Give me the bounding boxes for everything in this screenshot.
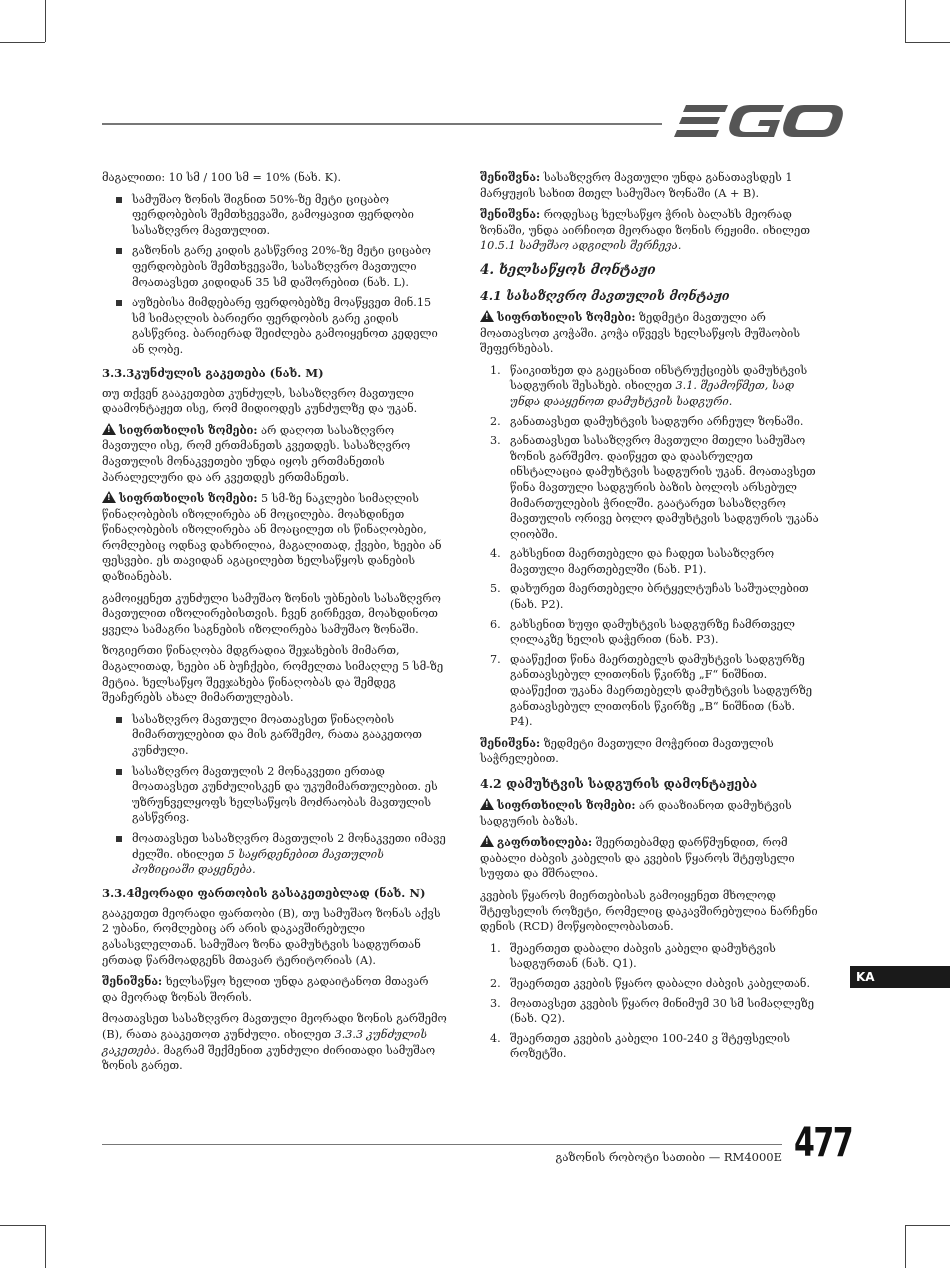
paragraph: მოათავსეთ სასაზღვრო მავთული მეორადი ზონის გარშემო (B), რათა გააკეთოთ კუნძული. იხილეთ 3.3.3 კუნძულის გაკეთება. მაგრამ შექმენით კუნძული ძირითადი სამუშაო ზონის გარეთ. — [102, 1012, 447, 1073]
list-item: 3. მოათავსეთ კვების წყარო მინიმუმ 30 სმ სიმაღლეზე (ნახ. Q2). — [490, 996, 814, 1026]
list-item: 1. წაიკითხეთ და გაეცანით ინსტრუქციებს დამუხტვის სადგურის შესახებ. იხილეთ 3.1. შეამოწმეთ, სად უნდა დააყენოთ დამუხტვის სადგური. — [490, 363, 808, 408]
crop-mark — [905, 1225, 950, 1226]
crop-mark — [905, 1225, 906, 1268]
intro-text: მაგალითი: 10 სმ / 100 სმ = 10% (ნახ. K). — [102, 171, 342, 184]
crop-mark — [905, 42, 950, 43]
list-item: სასაზღვრო მავთული მოათავსეთ წინაღობის მიმართულებით და მის გარშემო, რათა გააკეთოთ კუნძული. — [102, 712, 447, 759]
warning-paragraph: !სიფრთხილის ზომები: 5 სმ-ზე ნაკლები სიმაღლის წინაღობების იზოლირება ან მოცილება. მოახდინეთ წინაღობების იზოლირება ან მოაცილეთ ის წინაღობები, რომლებიც ოდნავ დახრილია, მაგალითად, ქვები, ხეები ან ფესვები. ეს თავიდან აგაცილებთ ხელსაწყოს დანების დაზიანებას. — [102, 491, 447, 585]
crop-mark — [0, 1225, 45, 1226]
paragraph: თუ თქვენ გააკეთებთ კუნძულს, სასაზღვრო მავთული დაამონტაჟეთ ისე, რომ მიდიოდეს კუნძულზე და უკან. — [102, 386, 418, 416]
power-steps — [480, 941, 820, 1062]
caution-paragraph: !გაფრთხილება: შეერთებამდე დარწმუნდით, რომ დაბალი ძაბვის კაბელის და კვების წყაროს შტეფსელი სუფთა და მშრალია. — [480, 835, 820, 882]
section-heading-4-1: 4.1 სასაზღვრო მავთულის მონტაჟი — [480, 287, 730, 303]
list-item: 7. დააწექით წინა მაერთებელს დამუხტვის სადგურზე განთავსებულ ლითონის წკირზე „F“ ნიშნით. დააწექით უკანა მაერთებელს დამუხტვის სადგურზე განთავსებულ ლითონის წკირზე „B“ ნიშნით (ნახ. P4). — [490, 652, 813, 729]
list-item: მოათავსეთ სასაზღვრო მავთულის 2 მონაკვეთი იმავე ძელში. იხილეთ 5 საყრდენებით მავთულის პოზიციაში დაყენება. — [102, 831, 447, 878]
left-column — [102, 170, 447, 1080]
list-item: 2. განათავსეთ დამუხტვის სადგური არჩეულ ზონაში. — [490, 414, 804, 428]
note-paragraph: შენიშვნა: ზედმეტი მავთული მოჭერით მავთულის საჭრელებით. — [480, 735, 774, 766]
footer-rule — [102, 1144, 782, 1145]
paragraph: გამოიყენეთ კუნძული სამუშაო ზონის უბნების სასაზღვრო მავთულით იზოლირებისთვის. ჩვენ გირჩევთ, მოახდინოთ ყველა სამაგრი საგნების იზოლირება სამუშაო ზონაში. — [102, 591, 441, 636]
section-heading-4-2: 4.2 დამუხტვის სადგურის დამონტაჟება — [480, 776, 758, 791]
list-item: სამუშაო ზონის შიგნით 50%-ზე მეტი ციცაბო ფერდობების შემთხვევაში, გამოყავით ფერდობი სასაზღვრო მავთულით. — [102, 192, 447, 239]
list-item: 2. შეაერთეთ კვების წყარო დაბალი ძაბვის კაბელთან. — [490, 976, 811, 990]
warning-icon — [102, 491, 116, 503]
list-item: სასაზღვრო მავთულის 2 მონაკვეთი ერთად მოათავსეთ კუნძულისკენ და უკუმიმართულებით. ეს უზრუნველყოფს ხელსაწყოს მოძრაობას მავთულის გასწვრივ. — [102, 764, 447, 826]
header-rule — [102, 123, 662, 125]
list-item: გაზონის გარე კიდის გასწვრივ 20%-ზე მეტი ციცაბო ფერდობების შემთხვევაში, სასაზღვრო მავთული მოათავსეთ კიდიდან 35 სმ დაშორებით (ნახ. L). — [102, 243, 447, 290]
note-paragraph: შენიშვნა: სასაზღვრო მავთული უნდა განათავსდეს 1 მარყუჟის სახით მთელ სამუშაო ზონაში (A + B). — [480, 170, 793, 200]
warning-paragraph: !სიფრთხილის ზომები: არ დააზიანოთ დამუხტვის სადგურის ბაზას. — [480, 798, 820, 829]
note-paragraph: შენიშვნა: ხელსაწყო ხელით უნდა გადაიტანოთ მთავარ და მეორად ზონას შორის. — [102, 974, 429, 1004]
section-heading-4: 4. ხელსაწყოს მონტაჟი — [480, 261, 656, 278]
paragraph: გააკეთეთ მეორადი ფართობი (B), თუ სამუშაო ზონას აქვს 2 უბანი, რომლებიც არ არის დაკავშირებული გასასვლელთან. სამუშაო ზონა დამუხტვის სადგურთან ერთად წარმოადგენს მთავარ ტერიტორიას (A). — [102, 906, 441, 967]
list-item: 6. გახსენით ხუფი დამუხტვის სადგურზე ჩამრთველ ღილაკზე ხელის დაჭერით (ნახ. P3). — [490, 617, 795, 647]
warning-icon — [480, 310, 494, 322]
paragraph: ზოგიერთი წინაღობა მდგრადია შეჯახების მიმართ, მაგალითად, ხეები ან ბუჩქები, რომელთა სიმაღლე 5 სმ-ზე მეტია. ხელსაწყო შეეჯახება წინაღობას და შემდეგ შეაჩერებს ახალ მიმართულებას. — [102, 644, 444, 705]
warning-paragraph: !სიფრთხილის ზომები: არ დაღოთ სასაზღვრო მავთული ისე, რომ ერთმანეთს კვეთდეს. სასაზღვრო მავთულის მონაკვეთები უნდა იყოს ერთმანეთის პარალელური და არ კვეთდეს ერთმანეთს. — [102, 423, 447, 485]
warning-icon — [480, 798, 494, 810]
crop-mark — [45, 0, 46, 42]
install-steps — [480, 363, 820, 730]
list-item: 4. შეაერთეთ კვების კაბელი 100-240 ვ შტეფსელის როზეტში. — [490, 1031, 791, 1061]
right-column — [480, 170, 820, 1068]
slope-bullets — [102, 192, 447, 358]
warning-icon — [480, 835, 494, 847]
list-item: 1. შეაერთეთ დაბალი ძაბვის კაბელი დამუხტვის სადგურთან (ნახ. Q1). — [490, 941, 776, 971]
warning-icon — [102, 423, 116, 435]
list-item: აუზებისა მიმდებარე ფერდობებზე მოაწყვეთ მინ.15 სმ სიმაღლის ბარიერი ფერდობის გარე კიდის გასწვრივ. ბარიერად შეიძლება გამოიყენოთ კედელი ან ღობე. — [102, 295, 447, 357]
section-heading-3-3-3: 3.3.3კუნძულის გაკეთება (ნახ. M) — [102, 365, 324, 380]
paragraph: კვების წყაროს მიერთებისას გამოიყენეთ მხოლოდ შტეფსელის როზეტი, რომელიც დაკავშირებულია ნარჩენი დენის (RCD) მოწყობილობასთან. — [480, 888, 818, 934]
warning-paragraph: !სიფრთხილის ზომები: ზედმეტი მავთული არ მოათავსოთ კოჭაში. კოჭა იწვევს ხელსაწყოს მუშაობის შეფერხებას. — [480, 310, 820, 357]
crop-mark — [905, 0, 906, 42]
list-item: 3. განათავსეთ სასაზღვრო მავთული მთელი სამუშაო ზონის გარშემო. დაიწყეთ და დაასრულეთ ინსტალაცია დამუხტვის სადგურის უკან. მოათავსეთ წინა მავთული სადგურის ბაზის ბოლოს არსებულ მიმართულების ჭრილში. გაატარეთ სასაზღვრო მავთულის ორივე ბოლო დამუხტვის სადგურის უკანა ღიობში. — [490, 434, 819, 541]
crop-mark — [0, 42, 45, 43]
language-tab: KA — [850, 966, 950, 988]
crop-mark — [45, 1225, 46, 1268]
list-item: 4. გახსენით მაერთებელი და ჩადეთ სასაზღვრო მავთული მაერთებელში (ნახ. P1). — [490, 547, 775, 576]
ego-logo — [672, 103, 844, 143]
section-heading-3-3-4: 3.3.4მეორადი ფართობის გასაკეთებლად (ნახ. N) — [102, 885, 426, 900]
island-bullets — [102, 712, 447, 878]
list-item: 5. დახურეთ მაერთებელი ბრტყელტუჩას საშუალებით (ნახ. P2). — [490, 582, 809, 612]
footer-text: გაზონის რობოტი სათიბი — RM4000E — [555, 1150, 782, 1164]
page-number: 477 — [794, 1120, 853, 1166]
note-paragraph: შენიშვნა: როდესაც ხელსაწყო ჭრის ბალახს მეორად ზონაში, უნდა აირჩიოთ მეორადი ზონის რეჟიმი. იხილეთ 10.5.1 სამუშაო ადგილის შერჩევა. — [480, 207, 810, 253]
